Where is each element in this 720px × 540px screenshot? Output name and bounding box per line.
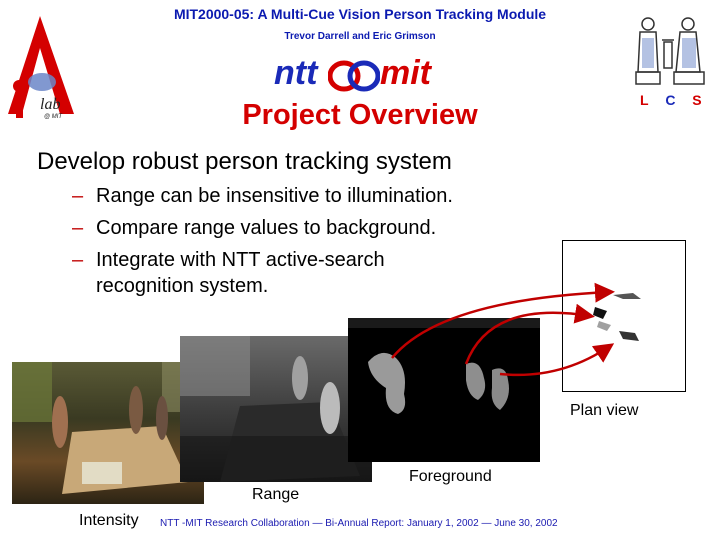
plan-view-image — [562, 240, 686, 392]
lcs-letter-c: C — [665, 92, 679, 108]
slide-title: Project Overview — [242, 99, 478, 131]
bullet-text: Integrate with NTT active-search — [96, 249, 385, 271]
header-title: MIT2000-05: A Multi-Cue Vision Person Tracking Module — [173, 6, 547, 22]
caption-range: Range — [252, 486, 300, 503]
footer-text: NTT -MIT Research Collaboration — Bi-Annual Report: January 1, 2002 — June 30, 2002 — [160, 518, 558, 529]
header-authors: Trevor Darrell and Eric Grimson — [284, 31, 436, 42]
ilab-logo-text: lab — [40, 96, 61, 113]
lcs-letter-s: S — [692, 92, 705, 108]
range-image — [180, 336, 372, 482]
bullet-text: Range can be insensitive to illumination. — [96, 185, 453, 207]
ntt-mit-logo — [272, 52, 452, 98]
lead-point: Develop robust person tracking system — [37, 148, 452, 175]
lcs-logo — [626, 12, 716, 112]
ntt-logo-text: ntt — [274, 54, 318, 92]
caption-plan-view: Plan view — [570, 402, 639, 419]
lcs-crest-icon — [626, 12, 716, 92]
bullet-text: Compare range values to background. — [96, 217, 437, 239]
foreground-image — [348, 318, 540, 462]
mit-logo-text: mit — [380, 54, 431, 92]
bullet-dash: – — [72, 185, 84, 207]
lcs-letter-l: L — [640, 92, 652, 108]
ilab-logo-subtext: @ MIT — [44, 114, 63, 120]
bullet-dash: – — [72, 217, 84, 239]
caption-foreground: Foreground — [409, 468, 492, 485]
infinity-knot-icon — [328, 58, 380, 94]
bullet-dash: – — [72, 249, 84, 271]
intensity-image — [12, 362, 204, 504]
caption-intensity: Intensity — [79, 512, 139, 529]
bullet-text-continuation: recognition system. — [96, 275, 269, 297]
